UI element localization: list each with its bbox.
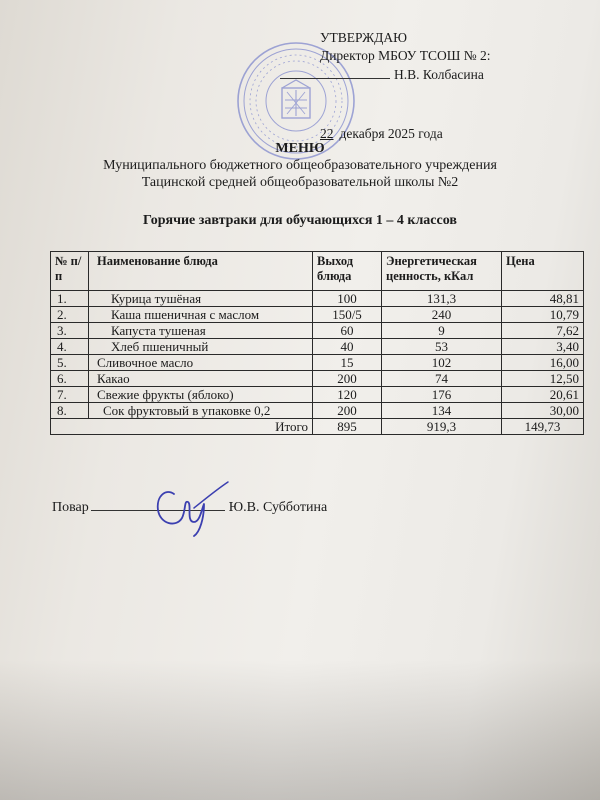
approval-date-day: 22 <box>320 126 334 141</box>
row-energy: 134 <box>382 403 502 419</box>
approve-label: УТВЕРЖДАЮ <box>320 30 408 45</box>
row-name: Какао <box>89 371 313 387</box>
handwritten-signature <box>148 478 230 538</box>
row-output: 40 <box>313 339 382 355</box>
table-row <box>51 387 584 403</box>
row-price: 7,62 <box>502 323 584 339</box>
row-price: 20,61 <box>502 387 584 403</box>
row-name: Каша пшеничная с маслом <box>89 307 313 323</box>
row-price: 48,81 <box>502 291 584 307</box>
row-name: Свежие фрукты (яблоко) <box>89 387 313 403</box>
table-row <box>51 339 584 355</box>
table-row <box>51 291 584 307</box>
row-num: 5. <box>51 355 89 371</box>
row-energy: 176 <box>382 387 502 403</box>
row-energy: 9 <box>382 323 502 339</box>
row-energy: 131,3 <box>382 291 502 307</box>
row-output: 150/5 <box>313 307 382 323</box>
cook-name: Ю.В. Субботина <box>228 500 328 515</box>
row-price: 30,00 <box>502 403 584 419</box>
row-name: Сок фруктовый в упаковке 0,2 <box>89 403 313 419</box>
row-num: 4. <box>51 339 89 355</box>
org-name-line1: Муниципального бюджетного общеобразовательного учреждения <box>103 158 497 173</box>
total-price: 149,73 <box>502 419 584 435</box>
table-row <box>51 371 584 387</box>
director-signature-line <box>280 66 484 84</box>
table-total-row <box>51 419 584 435</box>
total-energy: 919,3 <box>382 419 502 435</box>
row-energy: 102 <box>382 355 502 371</box>
menu-title: МЕНЮ <box>275 141 325 156</box>
row-output: 120 <box>313 387 382 403</box>
row-name: Капуста тушеная <box>89 323 313 339</box>
table-row <box>51 307 584 323</box>
org-name-line2: Тацинской средней общеобразовательной школы №2 <box>141 175 459 190</box>
director-label: Директор МБОУ ТСОШ № 2: <box>320 48 491 63</box>
approval-date-rest: декабря 2025 года <box>339 126 443 141</box>
total-output: 895 <box>313 419 382 435</box>
header-num: № п/п <box>51 252 89 291</box>
menu-subtitle: Горячие завтраки для обучающихся 1 – 4 классов <box>143 213 457 228</box>
table-row <box>51 403 584 419</box>
header-output: Выход блюда <box>313 252 382 291</box>
row-price: 16,00 <box>502 355 584 371</box>
row-name: Хлеб пшеничный <box>89 339 313 355</box>
row-output: 15 <box>313 355 382 371</box>
cook-label: Повар <box>52 500 89 515</box>
row-price: 12,50 <box>502 371 584 387</box>
row-energy: 53 <box>382 339 502 355</box>
signature-underline <box>280 78 390 79</box>
row-price: 10,79 <box>502 307 584 323</box>
row-num: 8. <box>51 403 89 419</box>
row-output: 100 <box>313 291 382 307</box>
header-energy: Энергетическая ценность, кКал <box>382 252 502 291</box>
row-num: 2. <box>51 307 89 323</box>
page-shadow <box>0 660 600 800</box>
menu-table <box>50 251 584 435</box>
row-energy: 240 <box>382 307 502 323</box>
header-name: Наименование блюда <box>89 252 313 291</box>
header-price: Цена <box>502 252 584 291</box>
row-num: 1. <box>51 291 89 307</box>
table-header-row <box>51 252 584 291</box>
total-label: Итого <box>51 419 313 435</box>
row-num: 6. <box>51 371 89 387</box>
table-row <box>51 323 584 339</box>
row-output: 60 <box>313 323 382 339</box>
row-output: 200 <box>313 403 382 419</box>
director-name: Н.В. Колбасина <box>394 67 484 82</box>
row-output: 200 <box>313 371 382 387</box>
table-row <box>51 355 584 371</box>
row-energy: 74 <box>382 371 502 387</box>
row-price: 3,40 <box>502 339 584 355</box>
row-num: 7. <box>51 387 89 403</box>
row-name: Сливочное масло <box>89 355 313 371</box>
row-name: Курица тушёная <box>89 291 313 307</box>
row-num: 3. <box>51 323 89 339</box>
